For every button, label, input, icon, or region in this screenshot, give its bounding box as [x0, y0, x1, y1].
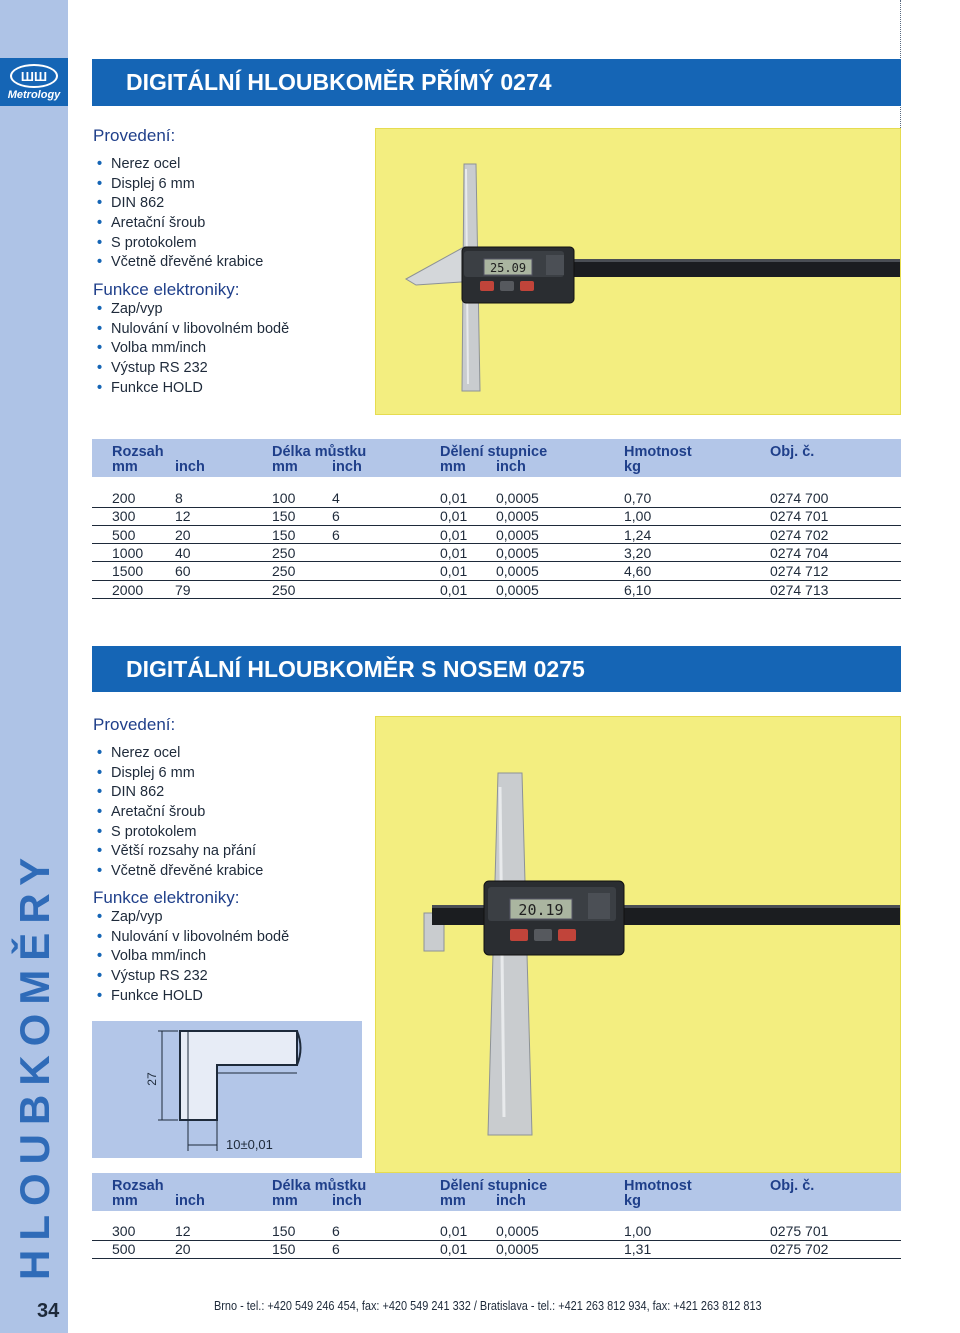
list-item [93, 379, 289, 399]
column-header: Dělení stupnice [440, 444, 548, 460]
bullet-icon: • [97, 254, 103, 271]
column-subheader: inch [175, 1193, 205, 1209]
list-item-text: Aretační šroub [111, 215, 206, 232]
bullet-icon: • [97, 195, 103, 212]
list-item-text: S protokolem [111, 823, 197, 840]
list-item-text: Nerez ocel [111, 156, 181, 172]
footer-contacts: Brno - tel.: +420 549 246 454, fax: +420 549 241 332 / Bratislava - tel.: +421 263 812 934, fax: +421 263 812 813 [214, 1298, 762, 1313]
list-item [93, 359, 289, 379]
table-cell: 300 [112, 1223, 136, 1239]
bullet-icon: • [97, 379, 103, 396]
column-header: Obj. č. [770, 1178, 815, 1194]
table-cell: 0,0005 [496, 526, 539, 543]
bullet-icon: • [97, 928, 103, 945]
table-cell: 0,0005 [496, 490, 539, 506]
table-cell: 500 [112, 1241, 136, 1258]
product2-photo [375, 716, 901, 1173]
column-header: Hmotnost [624, 1178, 692, 1194]
table-cell: 8 [175, 490, 183, 506]
side-category-title: HLOUBKOMĚRY [11, 848, 58, 1280]
depth-gauge-nose-illustration [376, 717, 901, 1173]
table-cell: 0,01 [440, 581, 468, 598]
list-item [93, 339, 289, 359]
table-row [92, 544, 901, 563]
bullet-icon: • [97, 156, 103, 172]
column-subheader: mm [272, 459, 298, 475]
list-item [93, 987, 289, 1007]
column-header: Hmotnost [624, 444, 692, 460]
table-cell: 300 [112, 508, 136, 525]
nose-drawing-svg [92, 1021, 362, 1158]
table-cell: 1,31 [624, 1241, 652, 1258]
product1-funkce-list [93, 300, 289, 398]
column-subheader: mm [112, 1193, 138, 1209]
table-cell: 0274 704 [770, 544, 829, 561]
list-item [93, 253, 263, 273]
table-cell: 250 [272, 544, 296, 561]
bullet-icon: • [97, 175, 103, 192]
table-cell: 0,01 [440, 526, 468, 543]
product1-provedeni-heading: Provedení: [93, 126, 176, 145]
list-item [93, 842, 263, 862]
dimension-width-label: 10±0,01 [226, 1137, 273, 1152]
list-item-text: Nerez ocel [111, 745, 181, 761]
column-subheader: inch [332, 1193, 362, 1209]
table-cell: 6,10 [624, 581, 652, 598]
bullet-icon: • [97, 764, 103, 781]
column-subheader: mm [112, 459, 138, 475]
bullet-icon: • [97, 968, 103, 985]
product2-provedeni-heading: Provedení: [93, 715, 176, 734]
list-item [93, 320, 289, 340]
product2-title-text: DIGITÁLNÍ HLOUBKOMĚR S NOSEM 0275 [126, 655, 585, 682]
list-item [93, 823, 263, 843]
list-item-text: DIN 862 [111, 784, 165, 801]
table-cell: 0,01 [440, 1241, 468, 1258]
list-item [93, 803, 263, 823]
bullet-icon: • [97, 804, 103, 821]
table-cell: 150 [272, 1241, 296, 1258]
list-item [93, 300, 289, 320]
table-cell: 0274 702 [770, 526, 829, 543]
table-cell: 0274 712 [770, 563, 829, 580]
list-item-text: Nulování v libovolném bodě [111, 320, 290, 337]
table-cell: 0,01 [440, 490, 468, 506]
bullet-icon: • [97, 823, 103, 840]
table-row [92, 507, 901, 526]
table-cell: 6 [332, 1241, 340, 1258]
bullet-icon: • [97, 987, 103, 1004]
table-cell: 0275 701 [770, 1223, 829, 1239]
bullet-icon: • [97, 360, 103, 377]
table-cell: 12 [175, 1223, 191, 1239]
table-cell: 0,01 [440, 508, 468, 525]
bullet-icon: • [97, 843, 103, 860]
list-item-text: Volba mm/inch [111, 340, 207, 357]
table-cell: 150 [272, 508, 296, 525]
list-item-text: Včetně dřevěné krabice [111, 254, 264, 271]
list-item-text: Displej 6 mm [111, 764, 195, 781]
logo-mark: ШШ [10, 64, 58, 88]
table-cell: 20 [175, 526, 191, 543]
list-item [93, 155, 263, 175]
table-cell: 0,0005 [496, 1241, 539, 1258]
list-item-text: Včetně dřevěné krabice [111, 863, 264, 880]
list-item-text: S protokolem [111, 234, 197, 251]
list-item [93, 194, 263, 214]
product2-table-header [92, 1173, 901, 1211]
table-cell: 250 [272, 581, 296, 598]
list-item [93, 908, 289, 928]
product1-funkce-heading: Funkce elektroniky: [93, 280, 240, 299]
column-subheader: inch [496, 1193, 526, 1209]
bullet-icon: • [97, 340, 103, 357]
product1-table-header [92, 439, 901, 477]
page-number: 34 [37, 1300, 60, 1322]
table-cell: 20 [175, 1241, 191, 1258]
table-row [92, 1240, 901, 1259]
list-item [93, 783, 263, 803]
table-cell: 0275 702 [770, 1241, 829, 1258]
table-cell: 0274 701 [770, 508, 829, 525]
list-item [93, 862, 263, 882]
table-cell: 200 [112, 490, 136, 506]
table-row [92, 562, 901, 581]
bullet-icon: • [97, 320, 103, 337]
table-cell: 0274 713 [770, 581, 829, 598]
list-item-text: Funkce HOLD [111, 379, 203, 396]
product2-display-text: 20.19 [518, 901, 564, 919]
product1-title [92, 59, 901, 106]
list-item [93, 234, 263, 254]
column-subheader: inch [175, 459, 205, 475]
column-subheader: inch [332, 459, 362, 475]
table-cell: 1,24 [624, 526, 652, 543]
list-item-text: Displej 6 mm [111, 175, 195, 192]
table-cell: 150 [272, 1223, 296, 1239]
table-cell: 150 [272, 526, 296, 543]
list-item [93, 175, 263, 195]
table-cell: 0,0005 [496, 544, 539, 561]
list-item-text: Volba mm/inch [111, 948, 207, 965]
table-cell: 1500 [112, 563, 144, 580]
bullet-icon: • [97, 215, 103, 232]
bullet-icon: • [97, 745, 103, 761]
table-cell: 0,0005 [496, 508, 539, 525]
column-header: Obj. č. [770, 444, 815, 460]
table-cell: 60 [175, 563, 191, 580]
bullet-icon: • [97, 863, 103, 880]
product2-title [92, 646, 901, 692]
column-header: Dělení stupnice [440, 1178, 548, 1194]
depth-gauge-straight-illustration [376, 129, 901, 415]
table-cell: 1,00 [624, 1223, 652, 1239]
table-row [92, 489, 901, 508]
column-header: Délka můstku [272, 1178, 367, 1194]
list-item [93, 744, 263, 764]
bullet-icon: • [97, 234, 103, 251]
table-cell: 3,20 [624, 544, 652, 561]
product2-funkce-heading: Funkce elektroniky: [93, 888, 240, 907]
list-item [93, 928, 289, 948]
table-cell: 6 [332, 526, 340, 543]
table-cell: 500 [112, 526, 136, 543]
table-cell: 100 [272, 490, 296, 506]
table-cell: 0,0005 [496, 563, 539, 580]
dimension-height-label: 27 [145, 1072, 159, 1086]
list-item [93, 967, 289, 987]
table-cell: 0274 700 [770, 490, 829, 506]
table-cell: 6 [332, 1223, 340, 1239]
table-cell: 1000 [112, 544, 144, 561]
column-subheader: mm [440, 1193, 466, 1209]
table-cell: 0,01 [440, 1223, 468, 1239]
column-header: Rozsah [112, 444, 164, 460]
list-item-text: Větší rozsahy na přání [111, 843, 257, 860]
list-item-text: Funkce HOLD [111, 987, 203, 1004]
list-item [93, 214, 263, 234]
bullet-icon: • [97, 948, 103, 965]
list-item-text: Výstup RS 232 [111, 360, 208, 377]
product1-display-text: 25.09 [489, 261, 527, 275]
product2-provedeni-list [93, 744, 263, 882]
table-row [92, 1222, 901, 1241]
list-item-text: Nulování v libovolném bodě [111, 928, 290, 945]
table-cell: 1,00 [624, 508, 652, 525]
table-cell: 40 [175, 544, 191, 561]
table-row [92, 526, 901, 545]
table-cell: 0,0005 [496, 581, 539, 598]
table-cell: 79 [175, 581, 191, 598]
column-subheader: kg [624, 1193, 641, 1209]
list-item [93, 764, 263, 784]
table-cell: 4 [332, 490, 340, 506]
list-item-text: Zap/vyp [111, 909, 163, 925]
column-header: Délka můstku [272, 444, 367, 460]
list-item [93, 947, 289, 967]
column-subheader: mm [272, 1193, 298, 1209]
logo-text: Metrology [7, 89, 61, 101]
table-cell: 0,01 [440, 563, 468, 580]
list-item-text: Zap/vyp [111, 301, 163, 317]
list-item-text: DIN 862 [111, 195, 165, 212]
product1-provedeni-list [93, 155, 263, 273]
product1-title-text: DIGITÁLNÍ HLOUBKOMĚR PŘÍMÝ 0274 [126, 69, 552, 95]
column-subheader: kg [624, 459, 641, 475]
table-row [92, 581, 901, 600]
table-cell: 12 [175, 508, 191, 525]
column-header: Rozsah [112, 1178, 164, 1194]
column-subheader: mm [440, 459, 466, 475]
nose-dimension-drawing [92, 1021, 362, 1158]
brand-logo [0, 58, 68, 106]
list-item-text: Aretační šroub [111, 804, 206, 821]
product1-photo [375, 128, 901, 415]
bullet-icon: • [97, 784, 103, 801]
table-cell: 6 [332, 508, 340, 525]
column-subheader: inch [496, 459, 526, 475]
product2-funkce-list [93, 908, 289, 1006]
table-cell: 2000 [112, 581, 144, 598]
table-cell: 0,70 [624, 490, 652, 506]
bullet-icon: • [97, 301, 103, 317]
bullet-icon: • [97, 909, 103, 925]
table-cell: 0,0005 [496, 1223, 539, 1239]
table-cell: 0,01 [440, 544, 468, 561]
table-cell: 250 [272, 563, 296, 580]
table-cell: 4,60 [624, 563, 652, 580]
list-item-text: Výstup RS 232 [111, 968, 208, 985]
